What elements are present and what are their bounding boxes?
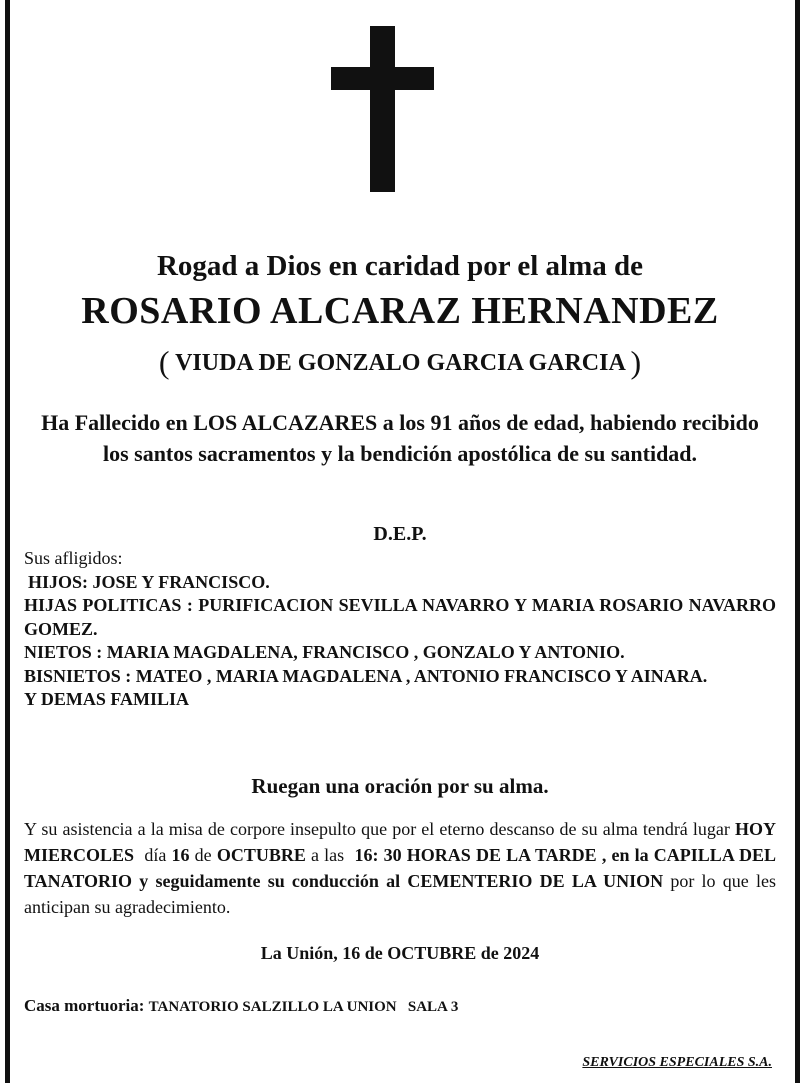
widow-of-text: VIUDA DE GONZALO GARCIA GARCIA (175, 350, 625, 376)
cross-icon (0, 0, 800, 200)
prayer-request: Ruegan una oración por su alma. (251, 774, 549, 798)
mass-day-num: 16 (171, 845, 190, 865)
family-bisnietos: BISNIETOS : MATEO , MARIA MAGDALENA , ANTONIO FRANCISCO Y AINARA. (24, 665, 708, 686)
deceased-name: ROSARIO ALCARAZ HERNANDEZ (81, 290, 719, 332)
mass-paragraph (24, 816, 776, 920)
widow-of (20, 344, 780, 381)
family-demas: Y DEMAS FAMILIA (24, 689, 189, 709)
mass-text-5: por lo que les anticipan su agradecimiento. (24, 871, 776, 917)
family-hijos: HIJOS: JOSE Y FRANCISCO. (28, 571, 270, 592)
mass-text-2: día (134, 845, 172, 865)
company-name: SERVICIOS ESPECIALES S.A. (582, 1055, 772, 1070)
death-statement: Ha Fallecido en LOS ALCAZARES a los 91 años de edad, habiendo recibido los santos sacramentos y la bendición apostólica de su santidad. (41, 410, 759, 466)
mass-text-1: Y su asistencia a la misa de corpore insepulto que por el eterno descanso de su alma tendrá lugar (24, 819, 735, 839)
mass-text-4: a las (305, 845, 355, 865)
dep-text: D.E.P. (373, 523, 427, 545)
mass-text-3: de (189, 845, 217, 865)
family-nietos: NIETOS : MARIA MAGDALENA, FRANCISCO , GONZALO Y ANTONIO. (24, 642, 625, 662)
afligidos-label: Sus afligidos: (24, 548, 123, 568)
funeral-home (24, 996, 458, 1016)
date-line: La Unión, 16 de OCTUBRE de 2024 (260, 943, 540, 963)
mass-month: OCTUBRE (216, 845, 306, 865)
funeral-home-label: Casa mortuoria: (24, 996, 145, 1015)
family-hijas-politicas: HIJAS POLITICAS : PURIFICACION SEVILLA NAVARRO Y MARIA ROSARIO NAVARRO GOMEZ. (24, 595, 776, 639)
open-paren: ( (158, 344, 170, 380)
intro-text: Rogad a Dios en caridad por el alma de (156, 250, 644, 282)
mass-day: HOY MIERCOLES (24, 819, 776, 865)
close-paren: ) (630, 344, 642, 380)
funeral-home-value: TANATORIO SALZILLO LA UNION SALA 3 (148, 999, 459, 1015)
mass-time-location: 16: 30 HORAS DE LA TARDE , en la CAPILLA DEL TANATORIO y seguidamente su conducción al CEMENTERIO DE LA UNION (24, 845, 776, 891)
family-list (24, 547, 776, 712)
